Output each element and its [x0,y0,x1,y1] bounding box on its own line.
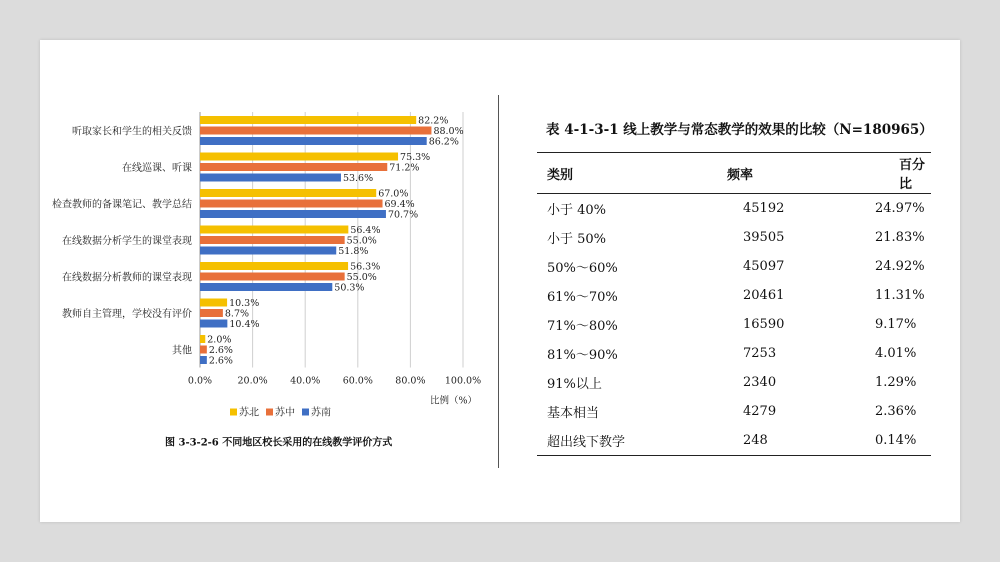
bar [200,283,332,291]
table-row [537,310,931,339]
cell-frequency: 20461 [743,288,785,303]
category-label: 听取家长和学生的相关反馈 [72,126,192,138]
cell-percent: 21.83% [875,230,925,245]
cell-frequency: 45192 [743,201,785,216]
data-label: 2.6% [208,345,233,356]
cell-percent: 24.97% [875,201,925,216]
cell-frequency: 16590 [743,317,785,332]
bar [200,210,386,218]
bar [200,127,431,135]
data-table-container [537,152,931,456]
data-label: 71.2% [389,162,420,174]
bar [200,320,227,328]
legend-swatch [302,409,309,416]
category-label: 在线数据分析教师的课堂表现 [62,272,192,284]
data-label: 75.3% [400,152,431,163]
data-label: 56.3% [350,261,381,273]
chart-caption: 图 3-3-2-6 不同地区校长采用的在线教学评价方式 [165,437,393,449]
data-label: 50.3% [334,282,365,294]
divider [498,95,499,468]
data-label: 88.0% [433,126,464,137]
cell-percent: 9.17% [875,317,917,332]
cell-frequency: 4279 [743,404,777,419]
bar-chart [40,40,500,522]
data-label: 53.6% [342,173,374,184]
x-tick-label: 80.0% [395,375,426,387]
legend-label: 苏中 [275,407,295,419]
bar [200,273,345,281]
cell-percent: 11.31% [875,288,925,303]
bar [200,309,223,317]
cell-category: 50%～60% [547,261,618,276]
bar [200,346,207,354]
cell-frequency: 7253 [743,346,777,361]
cell-percent: 2.36% [875,404,917,419]
table-row [537,252,931,281]
bar [200,262,348,270]
table-header-row [537,153,931,194]
bar [200,200,383,208]
table-title: 表 4-1-3-1 线上教学与常态教学的效果的比较（N=180965） [546,122,933,138]
bar [200,356,207,364]
legend-swatch [266,409,273,416]
data-label: 51.8% [338,246,369,257]
x-tick-label: 60.0% [342,375,373,387]
table-row [537,339,931,368]
bar [200,189,376,197]
cell-category: 61%～70% [547,290,618,305]
bar [200,226,348,234]
legend-swatch [230,409,237,416]
bar [200,236,345,244]
data-label: 2.0% [207,334,232,346]
data-label: 86.2% [428,136,459,148]
header-percent: 百分比 [899,158,926,192]
legend-label: 苏南 [311,407,331,419]
legend-label: 苏北 [239,407,259,419]
table-row [537,368,931,397]
cell-frequency: 39505 [743,230,785,245]
data-label: 10.4% [229,319,260,330]
bar [200,299,227,307]
cell-percent: 1.29% [875,375,917,390]
bar [200,247,336,255]
data-table [537,152,931,456]
cell-category: 91%以上 [547,377,602,392]
x-tick-label: 20.0% [237,375,268,387]
cell-category: 小于 40% [547,203,607,218]
data-label: 82.2% [418,115,449,127]
cell-percent: 0.14% [875,433,917,448]
data-label: 70.7% [387,209,419,221]
bar [200,174,341,182]
cell-frequency: 45097 [743,259,785,274]
cell-category: 基本相当 [547,406,600,421]
table-row [537,194,931,224]
data-label: 55.0% [346,272,377,283]
data-label: 69.4% [384,199,415,210]
cell-category: 小于 50% [547,232,607,247]
cell-category: 超出线下教学 [547,435,626,450]
table-row [537,397,931,426]
cell-category: 81%～90% [547,348,618,363]
cell-frequency: 2340 [743,375,777,390]
bar [200,153,398,161]
data-label: 8.7% [224,308,250,320]
cell-category: 71%～80% [547,319,618,334]
bar [200,137,427,145]
category-label: 检查教师的备课笔记、教学总结 [52,199,192,211]
data-label: 55.0% [346,235,377,247]
table-row [537,223,931,252]
x-tick-label: 40.0% [290,375,321,387]
category-label: 教师自主管理，学校没有评价 [62,309,192,320]
table-row [537,281,931,310]
data-label: 10.3% [229,298,260,309]
cell-percent: 24.92% [875,259,925,274]
category-label: 在线巡课、听课 [122,163,192,174]
data-label: 67.0% [378,188,409,200]
header-frequency: 频率 [727,167,754,183]
table-row [537,426,931,456]
bar [200,335,205,343]
category-label: 其他 [172,345,192,357]
cell-percent: 4.01% [875,346,917,361]
x-tick-label: 0.0% [187,375,213,387]
category-label: 在线数据分析学生的课堂表现 [62,236,192,247]
header-category: 类别 [547,167,574,183]
cell-frequency: 248 [743,433,768,448]
bar [200,116,416,124]
x-tick-label: 100.0% [444,375,482,387]
slide [40,40,960,522]
x-axis-title: 比例（%） [430,395,478,407]
data-label: 56.4% [350,225,381,236]
data-label: 2.6% [208,355,233,367]
bar [200,163,387,171]
